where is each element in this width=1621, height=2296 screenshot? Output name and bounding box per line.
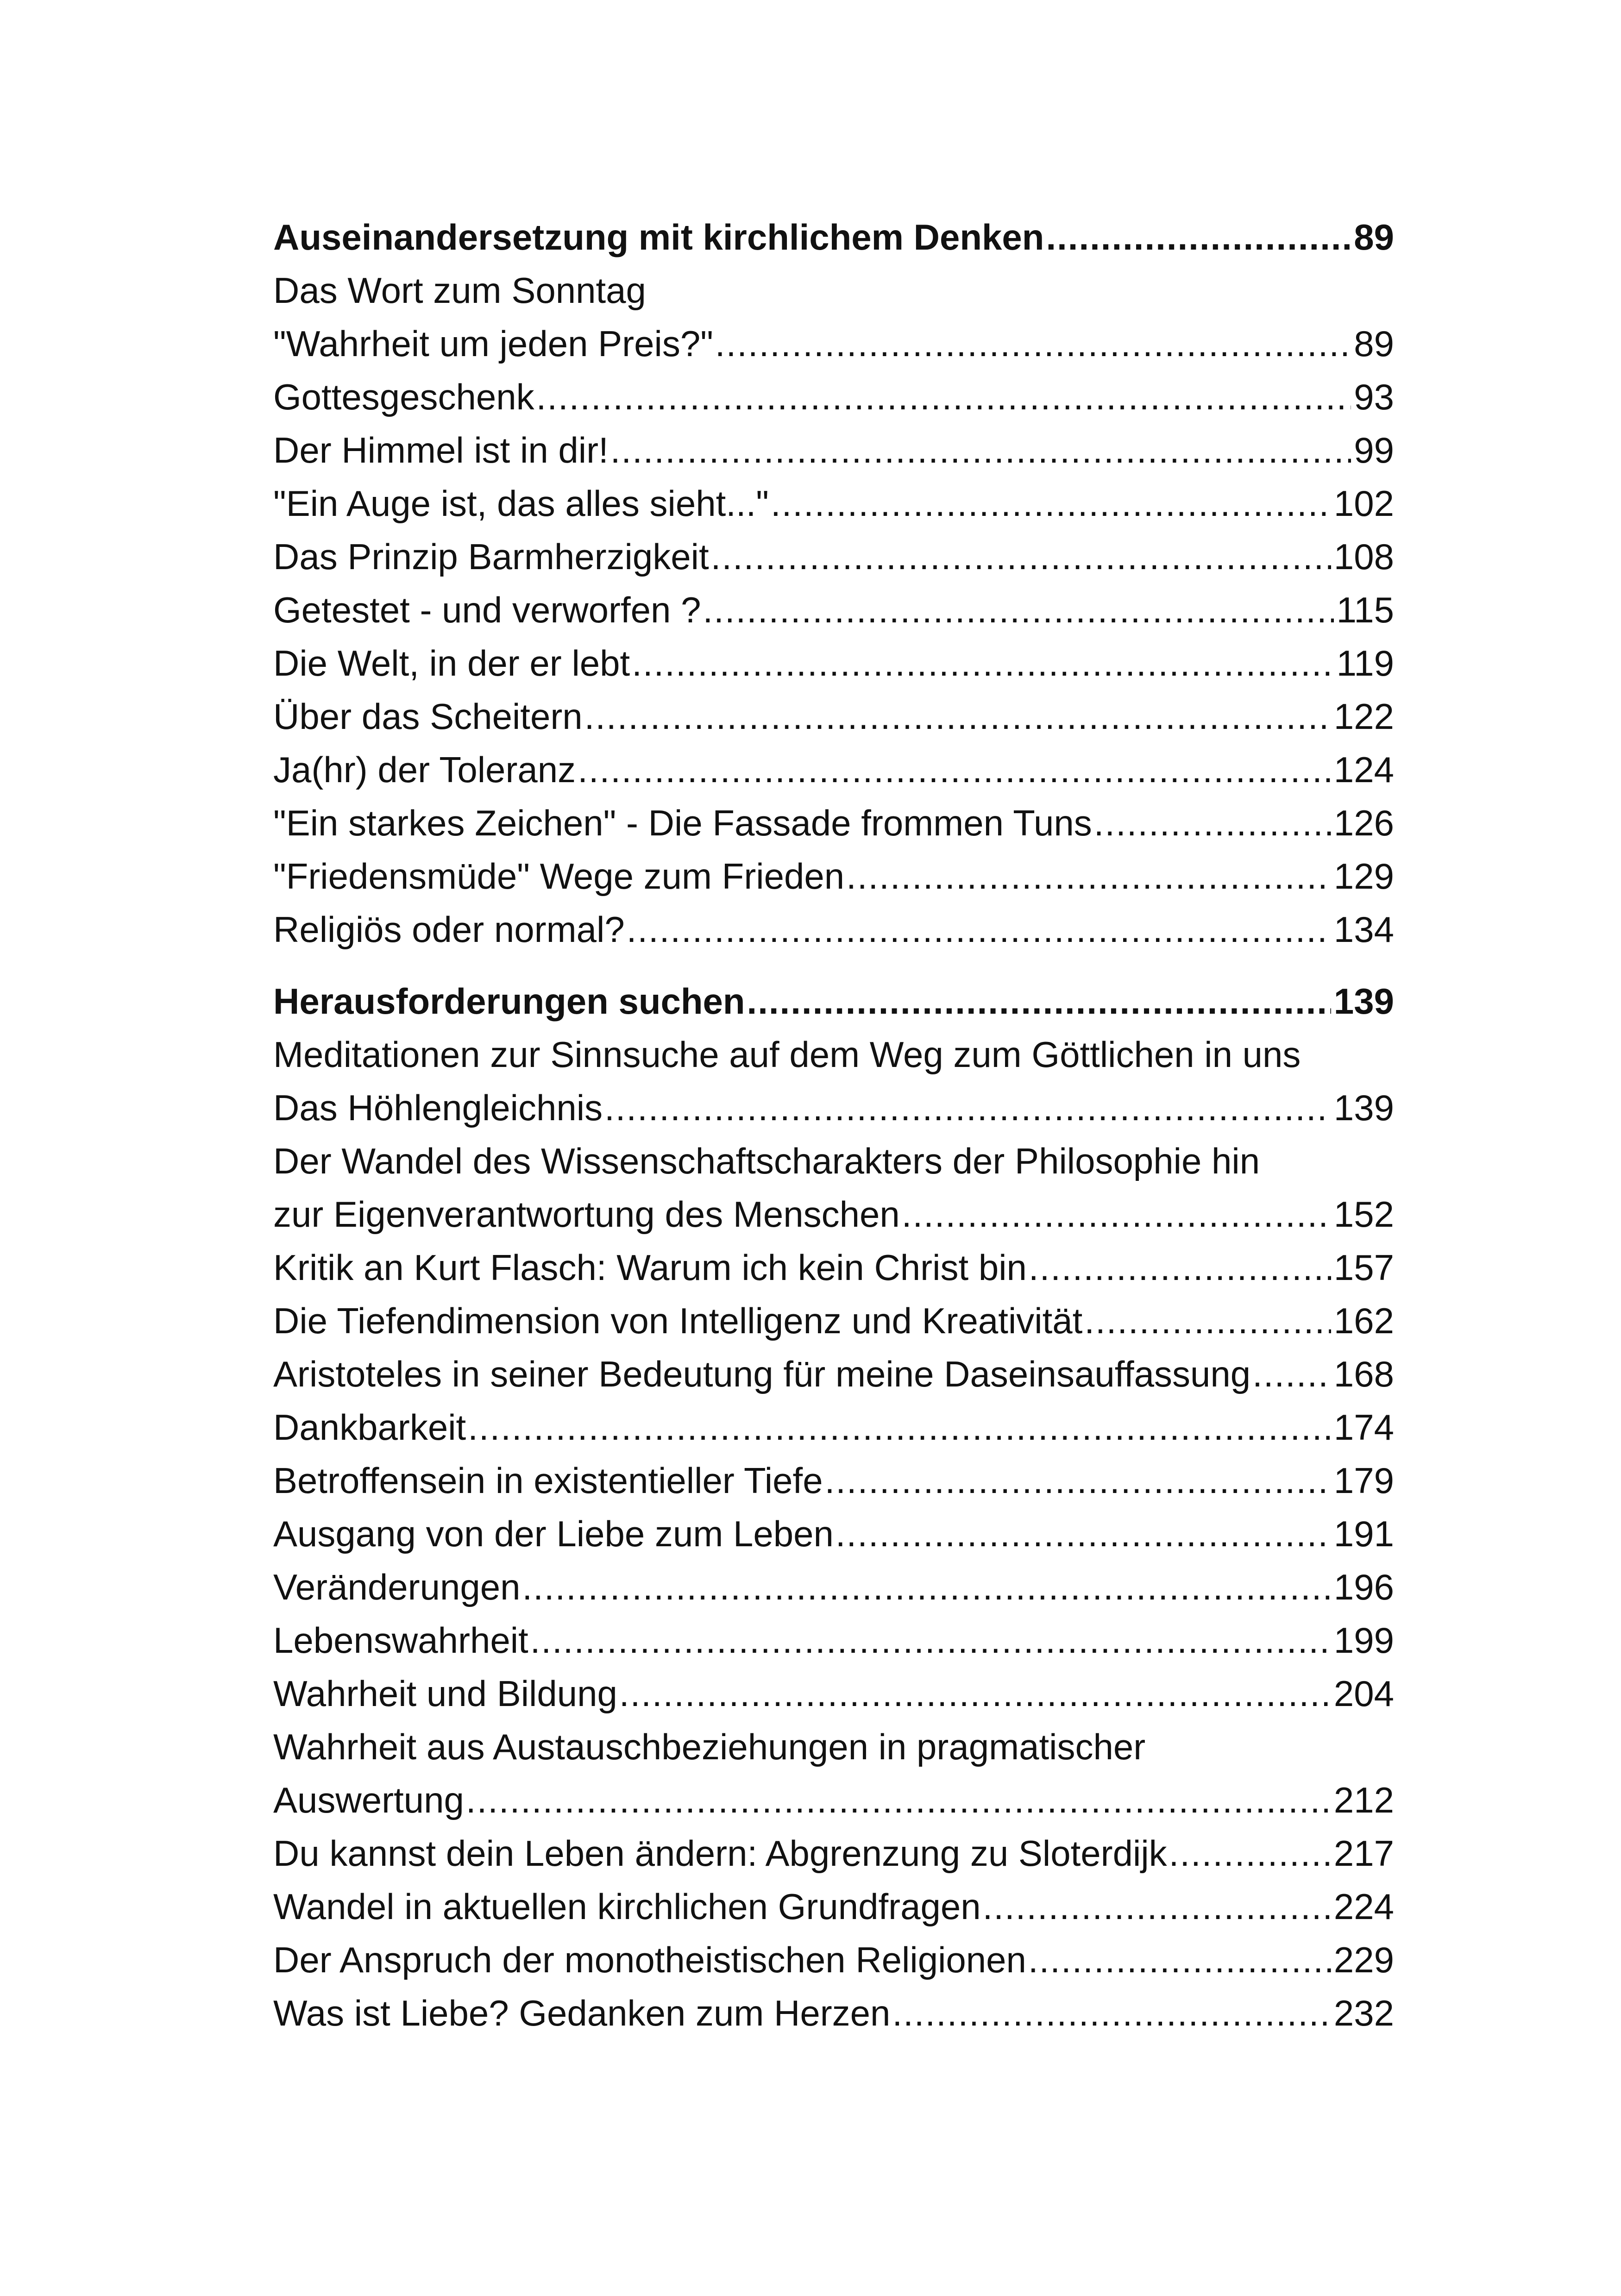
toc-entry-page: 174 <box>1333 1407 1394 1448</box>
dot-leader <box>902 1188 1331 1241</box>
toc-entry <box>273 1827 1394 1880</box>
toc-entry <box>273 583 1394 637</box>
toc-entry <box>273 1294 1394 1348</box>
toc-entry-title: "Ein Auge ist, das alles sieht..." <box>273 483 769 524</box>
toc-entry <box>273 370 1394 424</box>
dot-leader <box>468 1401 1331 1454</box>
section-heading <box>273 211 1394 264</box>
toc-entry <box>273 1241 1394 1294</box>
toc-entry <box>273 1667 1394 1720</box>
toc-entry-title: zur Eigenverantwortung des Menschen <box>273 1194 900 1235</box>
section-heading-page: 139 <box>1333 981 1394 1022</box>
dot-leader <box>892 1987 1331 2040</box>
toc-entry <box>273 477 1394 530</box>
dot-leader <box>627 903 1331 956</box>
dot-leader <box>1169 1827 1331 1880</box>
dot-leader <box>1028 1933 1331 1987</box>
toc-entry-title: Das Höhlengleichnis <box>273 1087 603 1128</box>
toc-entry-page: 129 <box>1333 856 1394 897</box>
toc-entry-title: Der Anspruch der monotheistischen Religionen <box>273 1939 1026 1980</box>
dot-leader <box>1084 1294 1331 1348</box>
toc-entry-page: 119 <box>1336 643 1394 684</box>
toc-entry-page: 199 <box>1333 1620 1394 1661</box>
toc-entry-title: Lebenswahrheit <box>273 1620 528 1661</box>
dot-leader <box>983 1880 1331 1933</box>
toc-entry-title: Ja(hr) der Toleranz <box>273 749 576 790</box>
toc-entry <box>273 1507 1394 1561</box>
toc-entry-title: Religiös oder normal? <box>273 909 625 950</box>
dot-leader <box>522 1561 1331 1614</box>
toc-entry-page: 204 <box>1333 1673 1394 1714</box>
dot-leader <box>578 743 1331 797</box>
toc-entry <box>273 1028 1394 1081</box>
toc-entry <box>273 797 1394 850</box>
toc-entry-title: Über das Scheitern <box>273 696 583 737</box>
toc-entry-page: 93 <box>1354 376 1394 417</box>
toc-entry <box>273 1561 1394 1614</box>
toc-entry <box>273 850 1394 903</box>
dot-leader <box>1029 1241 1331 1294</box>
dot-leader <box>610 424 1351 477</box>
toc-entry-title: Was ist Liebe? Gedanken zum Herzen <box>273 1993 891 2033</box>
toc-entry-title: Wahrheit und Bildung <box>273 1673 617 1714</box>
toc-entry-page: 229 <box>1333 1939 1394 1980</box>
toc-entry-page: 191 <box>1333 1513 1394 1554</box>
toc-entry <box>273 317 1394 370</box>
toc-entry-page: 89 <box>1354 323 1394 364</box>
toc-entry-title: "Ein starkes Zeichen" - Die Fassade frommen Tuns <box>273 803 1092 843</box>
dot-leader <box>846 850 1331 903</box>
section-heading-page: 89 <box>1354 217 1394 257</box>
dot-leader <box>604 1081 1331 1135</box>
section-heading-title: Herausforderungen suchen <box>273 981 745 1022</box>
toc-entry-title: Der Wandel des Wissenschaftscharakters der Philosophie hin <box>273 1141 1260 1181</box>
toc-entry-page: 108 <box>1333 536 1394 577</box>
dot-leader <box>1046 211 1351 264</box>
toc-entry-title: Meditationen zur Sinnsuche auf dem Weg zum Göttlichen in uns <box>273 1034 1301 1075</box>
toc-entry-page: 122 <box>1333 696 1394 737</box>
toc-entry <box>273 1188 1394 1241</box>
toc-entry-page: 168 <box>1333 1354 1394 1394</box>
toc-entry <box>273 690 1394 743</box>
dot-leader <box>632 637 1333 690</box>
toc-entry <box>273 1081 1394 1135</box>
toc-entry-title: "Friedensmüde" Wege zum Frieden <box>273 856 845 897</box>
toc-section <box>273 211 1394 956</box>
toc-entry-page: 99 <box>1354 430 1394 470</box>
toc-entry-title: Gottesgeschenk <box>273 376 534 417</box>
toc-entry-page: 196 <box>1333 1567 1394 1607</box>
toc-entry-title: Das Prinzip Barmherzigkeit <box>273 536 709 577</box>
toc-entry-page: 126 <box>1333 803 1394 843</box>
toc-entry-title: Das Wort zum Sonntag <box>273 270 646 311</box>
toc-entry <box>273 424 1394 477</box>
toc-entry <box>273 1135 1394 1188</box>
toc-entry-title: Aristoteles in seiner Bedeutung für meine Daseinsauffassung <box>273 1354 1251 1394</box>
dot-leader <box>530 1614 1331 1667</box>
toc-entry-page: 124 <box>1333 749 1394 790</box>
toc-entry-page: 115 <box>1336 590 1394 630</box>
dot-leader <box>711 530 1331 583</box>
dot-leader <box>825 1454 1331 1507</box>
toc-entry-title: Die Welt, in der er lebt <box>273 643 630 684</box>
toc-entry <box>273 1880 1394 1933</box>
toc-entry <box>273 1720 1394 1774</box>
toc-entry-title: Die Tiefendimension von Intelligenz und Kreativität <box>273 1300 1083 1341</box>
toc-entry <box>273 637 1394 690</box>
dot-leader <box>836 1507 1331 1561</box>
toc-entry <box>273 1401 1394 1454</box>
toc-entry-page: 162 <box>1333 1300 1394 1341</box>
toc-entry-title: "Wahrheit um jeden Preis?" <box>273 323 713 364</box>
toc-entry-title: Veränderungen <box>273 1567 521 1607</box>
toc-entry-title: Der Himmel ist in dir! <box>273 430 609 470</box>
toc-entry-title: Getestet - und verworfen ? <box>273 590 701 630</box>
toc-entry-page: 217 <box>1333 1833 1394 1874</box>
toc-entry <box>273 903 1394 956</box>
toc-entry-page: 212 <box>1333 1780 1394 1820</box>
toc-entry <box>273 1774 1394 1827</box>
toc-entry-title: Ausgang von der Liebe zum Leben <box>273 1513 834 1554</box>
section-heading-title: Auseinandersetzung mit kirchlichem Denken <box>273 217 1044 257</box>
toc-entry-page: 232 <box>1333 1993 1394 2033</box>
dot-leader <box>747 975 1331 1028</box>
toc-section <box>273 975 1394 2040</box>
toc-entry-page: 157 <box>1333 1247 1394 1288</box>
dot-leader <box>536 370 1351 424</box>
toc-entry-page: 224 <box>1333 1886 1394 1927</box>
dot-leader <box>619 1667 1331 1720</box>
toc-entry-page: 102 <box>1333 483 1394 524</box>
dot-leader <box>466 1774 1331 1827</box>
toc-entry <box>273 1614 1394 1667</box>
toc-entry-title: Betroffensein in existentieller Tiefe <box>273 1460 823 1501</box>
toc-entry <box>273 1454 1394 1507</box>
dot-leader <box>771 477 1331 530</box>
toc-entry-title: Wahrheit aus Austauschbeziehungen in pragmatischer <box>273 1726 1146 1767</box>
toc-entry-page: 152 <box>1333 1194 1394 1235</box>
toc-entry-title: Du kannst dein Leben ändern: Abgrenzung zu Sloterdijk <box>273 1833 1167 1874</box>
toc-entry-title: Dankbarkeit <box>273 1407 466 1448</box>
table-of-contents <box>273 211 1394 2040</box>
toc-entry <box>273 530 1394 583</box>
toc-entry <box>273 1933 1394 1987</box>
dot-leader <box>1094 797 1331 850</box>
toc-entry <box>273 1348 1394 1401</box>
toc-entry-title: Wandel in aktuellen kirchlichen Grundfragen <box>273 1886 981 1927</box>
section-heading <box>273 975 1394 1028</box>
dot-leader <box>584 690 1331 743</box>
toc-entry <box>273 264 1394 317</box>
toc-entry-page: 179 <box>1333 1460 1394 1501</box>
toc-entry <box>273 743 1394 797</box>
toc-entry-page: 134 <box>1333 909 1394 950</box>
dot-leader <box>703 583 1333 637</box>
dot-leader <box>1252 1348 1331 1401</box>
toc-entry-title: Auswertung <box>273 1780 464 1820</box>
toc-entry-title: Kritik an Kurt Flasch: Warum ich kein Christ bin <box>273 1247 1027 1288</box>
dot-leader <box>715 317 1351 370</box>
toc-entry <box>273 1987 1394 2040</box>
toc-entry-page: 139 <box>1333 1087 1394 1128</box>
